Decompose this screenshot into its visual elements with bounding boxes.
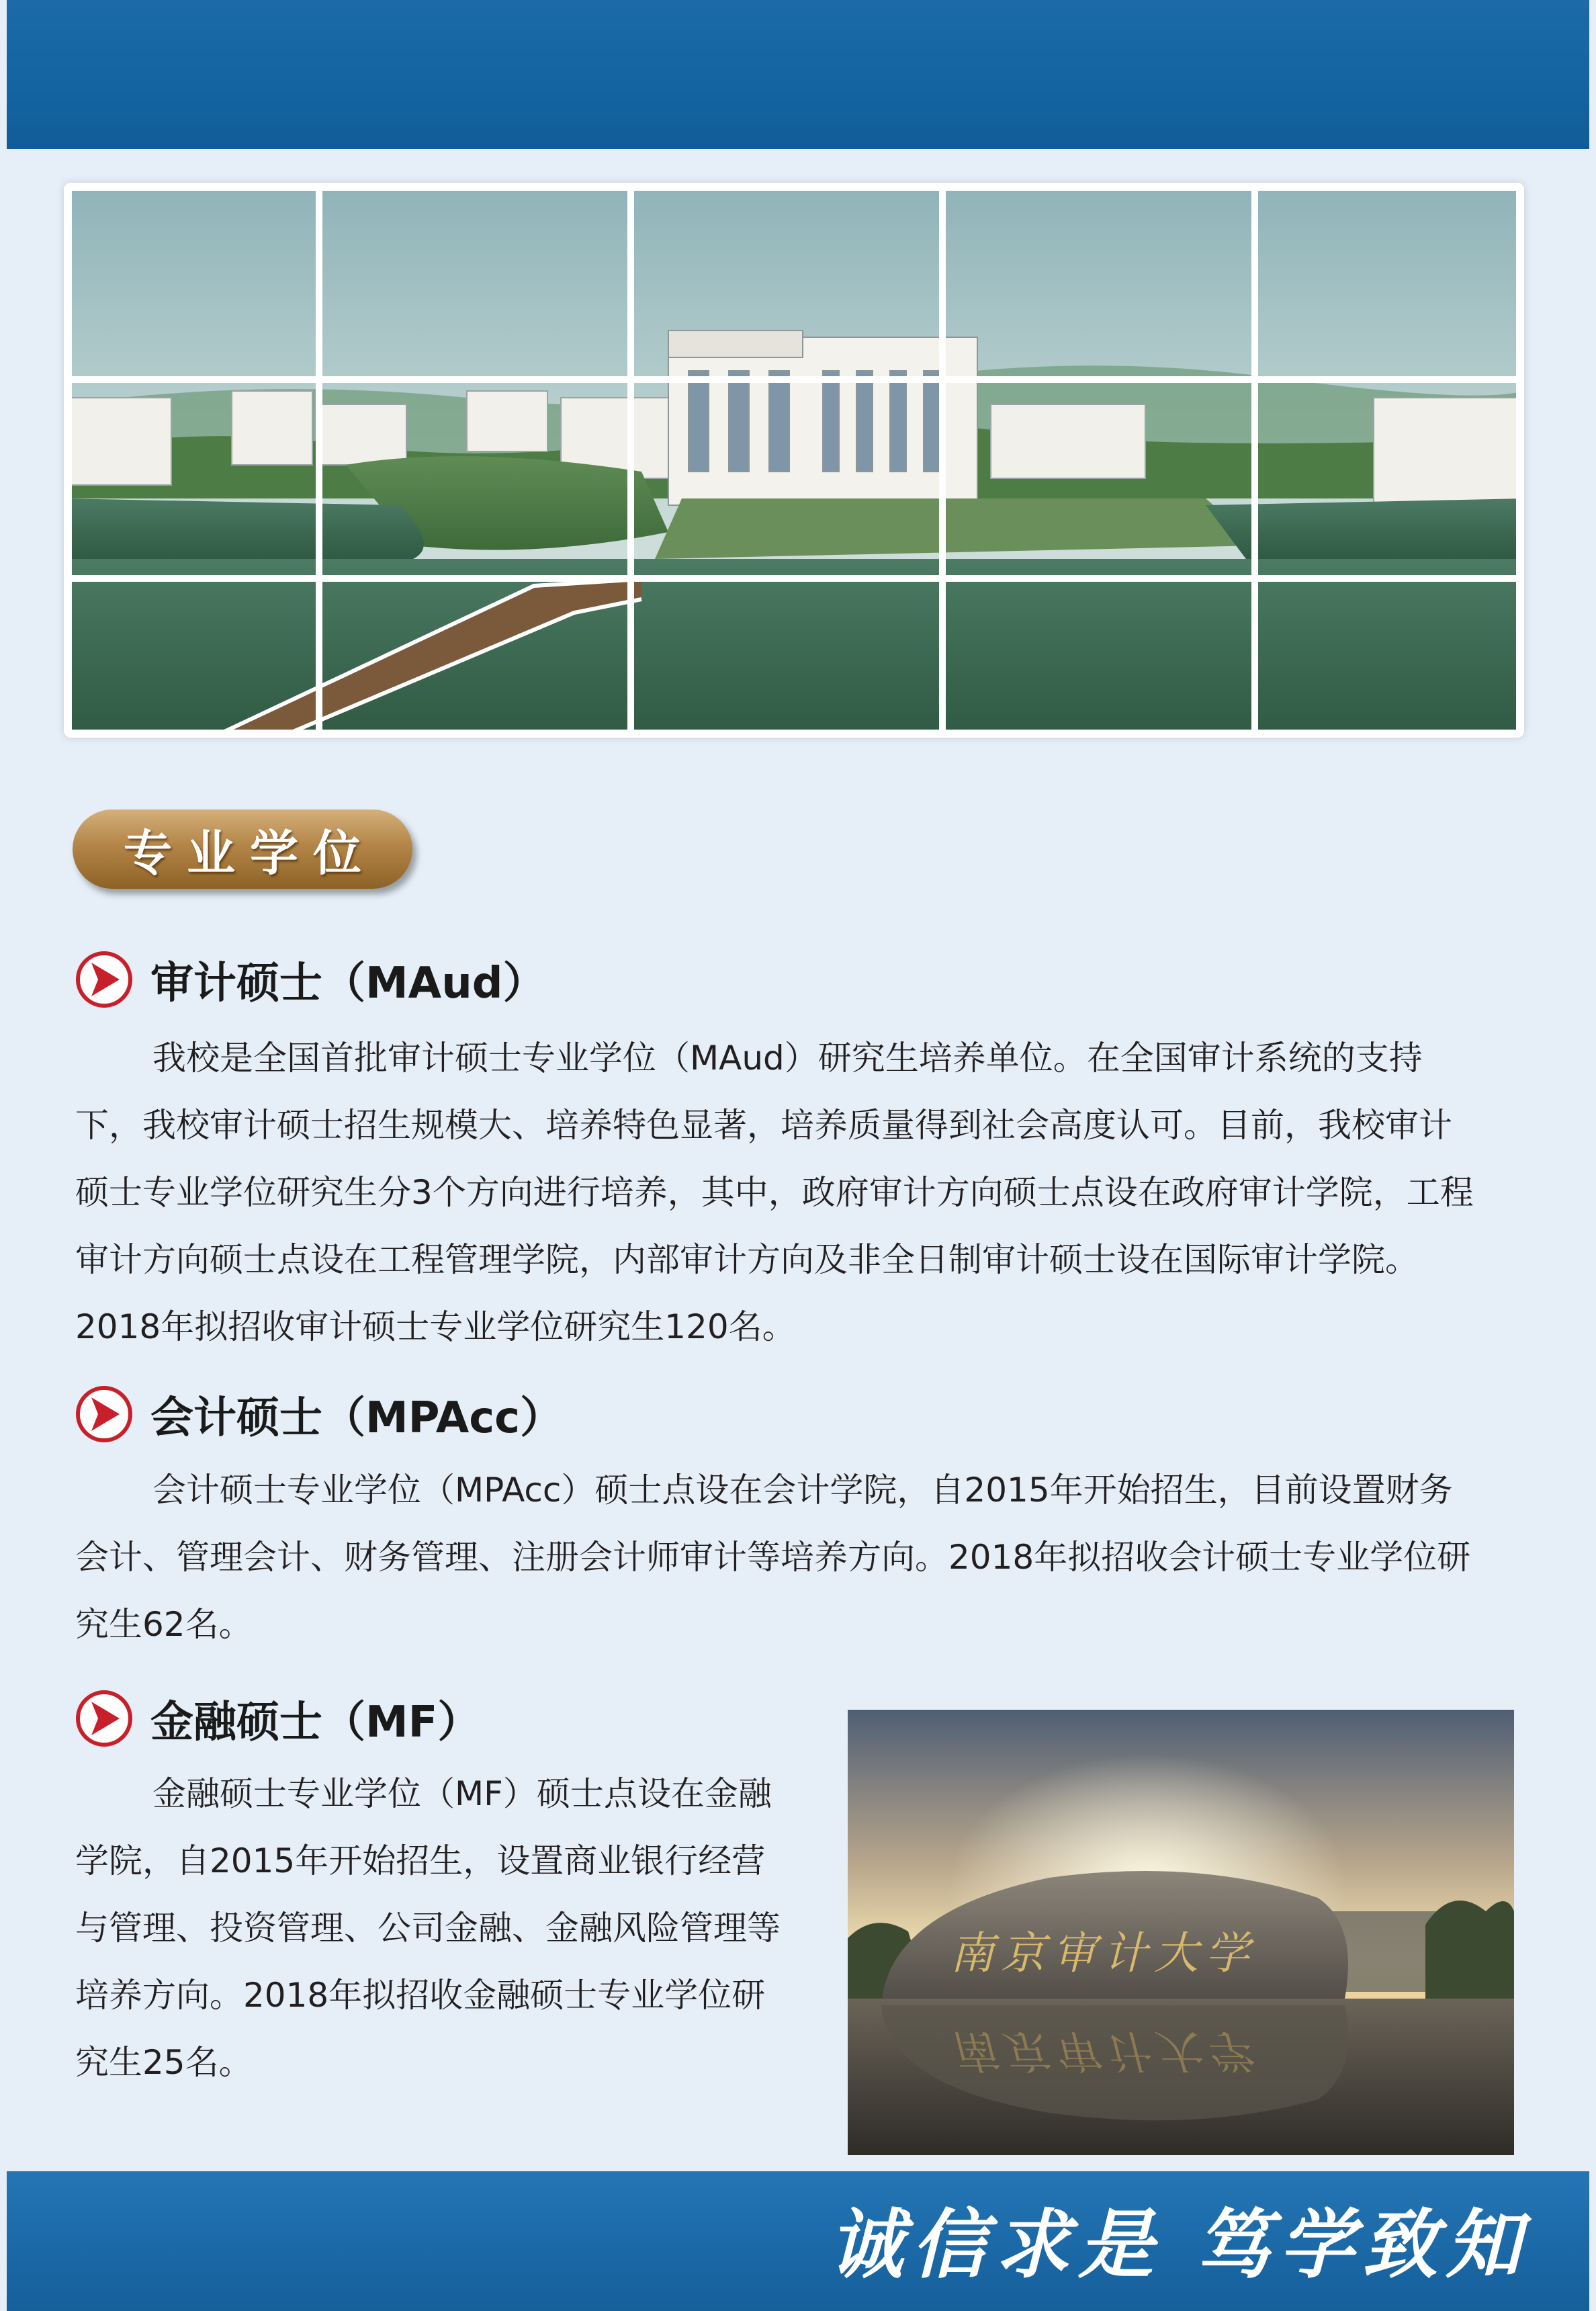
bottom-footer-band: [7, 2171, 1589, 2311]
stone-inscription: 南京审计大学: [950, 1927, 1256, 1979]
motto-text: 诚信求是 笃学致知: [828, 2201, 1529, 2289]
top-header-band: [7, 0, 1589, 149]
program-title-mpacc: 会计硕士（MPAcc）: [75, 1381, 563, 1448]
campus-landscape-image: [64, 183, 1524, 738]
program-description-mf: 金融硕士专业学位（MF）硕士点设在金融 学院，自2015年开始招生，设置商业银行经营 与管理、投资管理、公司金融、金融风险管理等 培养方向。2018年拟招收金融硕士专业学位研 究生25名。: [75, 1774, 781, 2082]
university-stone-photo: [848, 1710, 1514, 2155]
chevron-right-circle-icon: [75, 1690, 133, 1747]
chevron-right-circle-icon: [75, 951, 133, 1008]
campus-photo-mosaic: [64, 183, 1524, 738]
chevron-right-circle-icon: [75, 1385, 133, 1443]
program-title-mf: 金融硕士（MF）: [75, 1685, 480, 1752]
section-heading-text: 专业学位: [123, 825, 376, 881]
motto-calligraphy: [797, 2185, 1536, 2299]
section-heading-badge: [73, 810, 422, 898]
program-title-maud: 审计硕士（MAud）: [75, 946, 546, 1013]
program-description-mpacc: 会计硕士专业学位（MPAcc）硕士点设在会计学院，自2015年开始招生，目前设置财务 会计、管理会计、财务管理、注册会计师审计等培养方向。2018年拟招收会计硕士专业学位研 究生62名。: [75, 1471, 1471, 1644]
stone-inscription-reflection: 南京审计大学: [950, 2025, 1256, 2077]
program-description-maud: 我校是全国首批审计硕士专业学位（MAud）研究生培养单位。在全国审计系统的支持 下，我校审计硕士招生规模大、培养特色显著，培养质量得到社会高度认可。目前，我校审计 硕士专业学位研究生分3个方向进行培养，其中，政府审计方向硕士点设在政府审计学院，工程 审计方向硕士点设在工程管理学院，内部审计方向及非全日制审计硕士设在国际审计学院。 2018年拟招收审计硕士专业学位研究生120名。: [75, 1039, 1474, 1346]
university-stone-image: [848, 1710, 1514, 2155]
